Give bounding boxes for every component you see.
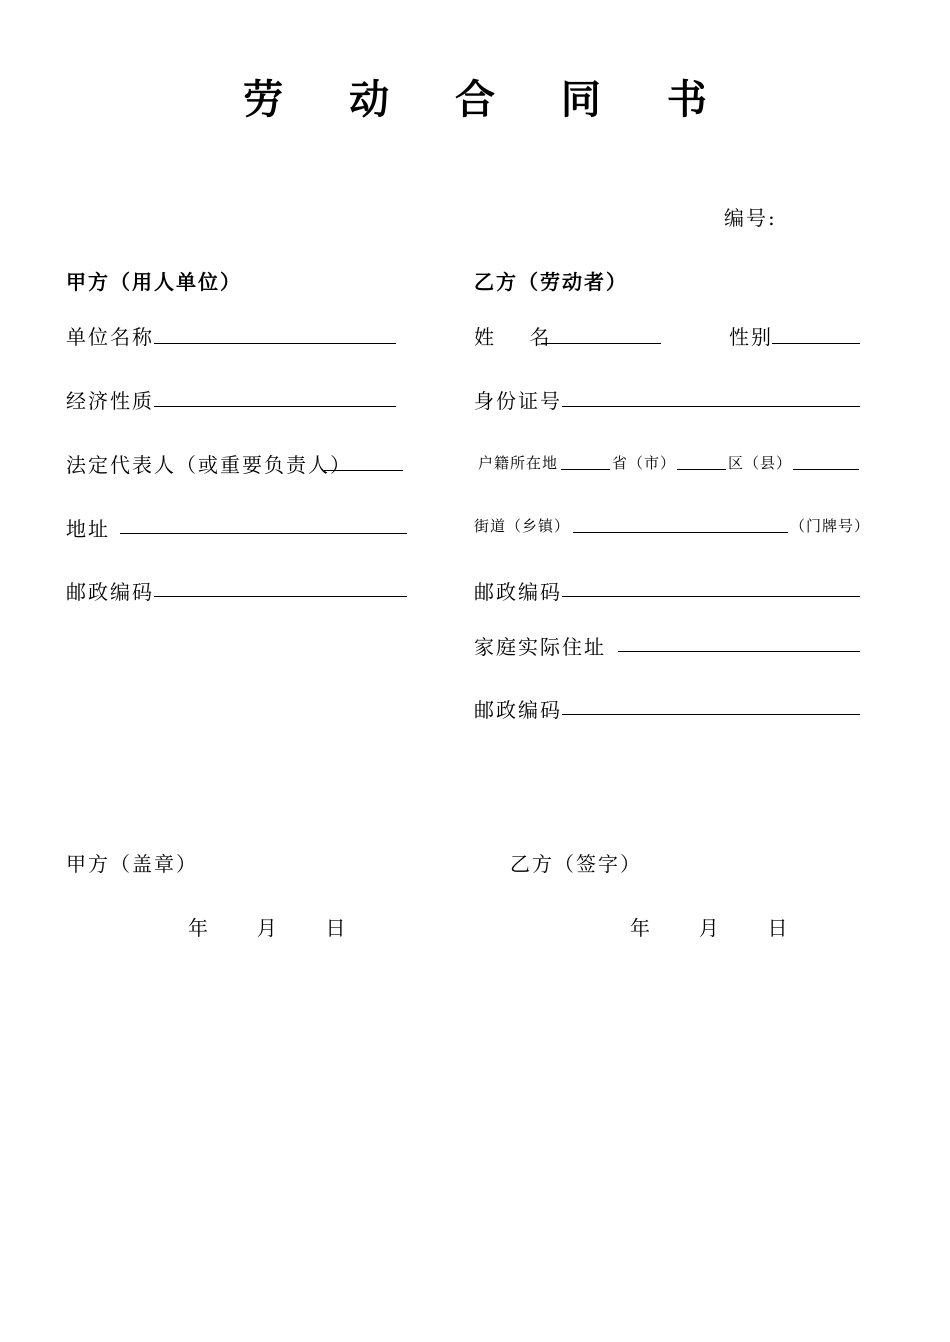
party-b-sign-label: 乙方（签字）: [510, 852, 642, 876]
district-label: 区（县）: [728, 454, 793, 472]
house-number-label: （门牌号）: [790, 517, 871, 535]
home-address-label: 家庭实际住址: [474, 635, 606, 659]
party-b-date[interactable]: [630, 912, 789, 941]
street-field[interactable]: [573, 532, 788, 533]
year-label: 年: [630, 916, 652, 940]
household-district-field[interactable]: [677, 469, 726, 470]
province-label: 省（市）: [612, 454, 677, 472]
legal-rep-label: 法定代表人（或重要负责人）: [66, 453, 352, 477]
document-title: 劳 动 合 同 书: [243, 76, 733, 123]
home-postal-code-label: 邮政编码: [474, 698, 562, 722]
day-label: 日: [325, 916, 348, 940]
party-b-postal-code-field[interactable]: [562, 596, 860, 597]
legal-rep-field[interactable]: [324, 470, 403, 471]
day-label: 日: [767, 916, 790, 940]
gender-label: 性别: [729, 325, 773, 349]
home-address-field[interactable]: [618, 651, 860, 652]
party-b-postal-code-label: 邮政编码: [474, 580, 562, 604]
household-label: 户籍所在地: [478, 454, 559, 472]
id-number-field[interactable]: [562, 406, 860, 407]
household-street-field[interactable]: [793, 469, 859, 470]
id-number-label: 身份证号: [474, 389, 562, 413]
year-label: 年: [188, 916, 210, 940]
party-b-heading: 乙方（劳动者）: [474, 270, 628, 294]
company-name-field[interactable]: [154, 343, 396, 344]
party-a-heading: 甲方（用人单位）: [66, 270, 242, 294]
month-label: 月: [698, 916, 721, 940]
serial-number-label: 编号:: [724, 206, 777, 230]
gender-field[interactable]: [772, 343, 860, 344]
party-a-date[interactable]: [188, 912, 347, 941]
address-field[interactable]: [120, 533, 407, 534]
home-postal-code-field[interactable]: [562, 714, 860, 715]
party-a-postal-code-field[interactable]: [154, 596, 407, 597]
worker-name-label: 姓 名: [474, 325, 552, 349]
street-label: 街道（乡镇）: [474, 517, 571, 535]
party-a-seal-label: 甲方（盖章）: [66, 852, 198, 876]
month-label: 月: [256, 916, 279, 940]
worker-name-field[interactable]: [541, 343, 661, 344]
economic-nature-field[interactable]: [154, 406, 396, 407]
party-a-postal-code-label: 邮政编码: [66, 580, 154, 604]
economic-nature-label: 经济性质: [66, 389, 154, 413]
company-name-label: 单位名称: [66, 325, 154, 349]
address-label: 地址: [66, 517, 110, 541]
household-province-field[interactable]: [561, 469, 610, 470]
